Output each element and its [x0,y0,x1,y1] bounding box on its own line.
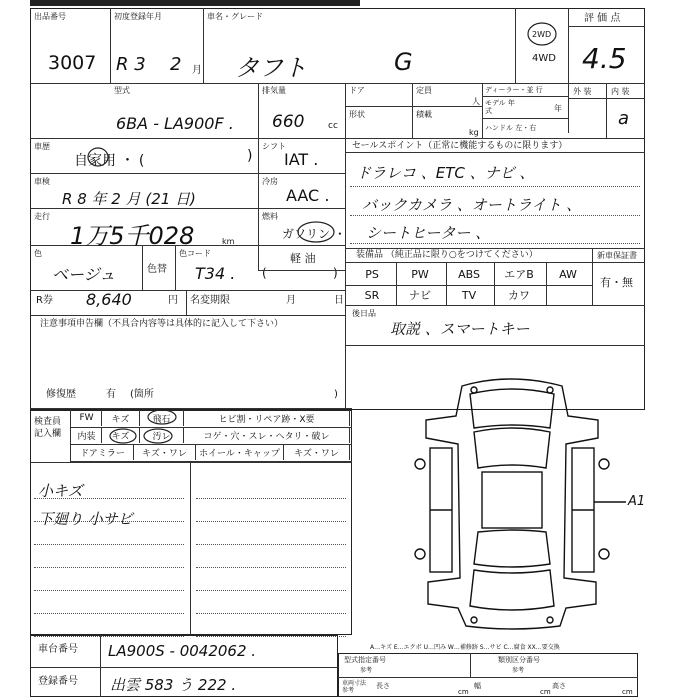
load-unit: kg [469,128,479,137]
sales-point-line-1: ドラレコ 、ETC 、ナビ 、 [356,164,535,182]
equipment-item: PS [365,267,379,281]
chassis-number-value: LA900S - 0042062 . [108,642,257,660]
displacement-label: 排気量 [262,86,286,95]
drive-4wd-label: 4WD [532,53,556,64]
capacity-unit: 人 [472,97,480,106]
displacement-value: 660 [272,112,305,132]
equipment-item: ABS [458,267,480,281]
registration-number-label: 登録番号 [38,676,78,687]
equipment-item: TV [461,288,477,302]
inspection-value: R 8 年 2 月 (21 日) [62,190,196,208]
check-item: ホイール・キャップ [196,444,284,460]
sales-point-line-2: バックカメラ 、オートライト 、 [362,196,582,214]
ac-value: AAC . [286,186,330,205]
note-line-2: 下廻り 小サビ [38,510,133,528]
height-unit: cm [622,688,633,696]
name-change-month-unit: 月 [286,295,296,306]
inspector-label: 検査員 記入欄 [34,417,62,439]
lot-label: 出品番号 [34,12,66,21]
check-item: 汚レ [140,427,184,443]
fuel-gasoline-value: ガソリン ・ [282,227,346,241]
check-item: FW [72,410,102,426]
repair-history-place: (箇所 [130,389,154,400]
warranty-value: 有・無 [600,276,633,289]
door-label: ドア [349,86,365,95]
check-item: キズ・ワレ [134,444,196,460]
check-item: 飛石 [140,410,184,426]
rear-items-label: 後日品 [352,309,376,318]
equipment-item: エアB [504,268,534,281]
exterior-grade-label: 外 装 [573,87,592,96]
color-label: 色 [34,249,42,258]
remarks-label: 注意事項申告欄（不具合内容等は具体的に記入して下さい） [40,319,284,329]
mileage-unit: km [222,237,235,246]
check-item: キズ [102,410,140,426]
height-label: 高さ [552,682,566,690]
diagram-annotation: A1 [628,494,646,509]
first-registration-label: 初度登録年月 [114,12,162,21]
shift-label: シフト [262,142,286,151]
equipment-item: PW [411,267,429,281]
interior-grade-label: 内 装 [611,87,630,96]
equipment-item: SR [364,288,380,302]
inspection-label: 車検 [34,177,50,186]
shift-value: IAT . [284,150,319,169]
interior-grade-value: a [618,108,630,129]
vehicle-history-label: 車歴 [34,142,50,151]
sales-point-line-3: シートヒーター 、 [366,224,491,242]
check-item: コゲ・穴・スレ・ヘタリ・破レ [184,427,350,443]
rear-items-value: 取説 、スマートキー [390,320,530,338]
repair-history-yes: 有 [106,389,116,400]
check-item: キズ [102,427,140,443]
registration-number-value: 出雲 583 う 222 . [110,676,237,694]
lot-number: 3007 [48,52,97,74]
car-grade-value: G [394,48,413,76]
fuel-diesel-label: 軽 油 [290,252,316,265]
first-registration-month-unit: 月 [192,65,202,76]
class-number-label: 類別区分番号 [498,656,540,664]
car-name-label: 車名・グレード [207,12,263,21]
shape-label: 形状 [349,110,365,119]
sales-points-label: セールスポイント（正常に機能するものに限ります） [352,141,568,151]
type-cert-label: 型式指定番号 [344,656,386,664]
vehicle-history-close: ) [247,148,253,164]
length-unit: cm [458,688,469,696]
handle-label: ハンドル 左・右 [485,124,537,132]
fuel-close-paren: ) [333,266,338,280]
fuel-label: 燃料 [262,212,278,221]
fuel-open-paren: ( [262,266,267,280]
displacement-unit: cc [328,121,338,131]
name-change-day-unit: 日 [334,295,344,306]
model-code-label: 型式 [114,86,130,95]
check-item: ヒビ割・リペア跡・X要 [184,410,350,426]
recycle-yen-unit: 円 [168,295,178,306]
mileage-value: 1万5千028 [70,222,195,250]
check-circles [100,406,190,446]
width-label: 幅 [474,682,481,690]
gasoline-circle [296,220,336,244]
check-item: キズ・ワレ [284,444,350,460]
color-change-label: 色替 [147,264,167,275]
vehicle-dims-label: 車両寸法 参考 [342,680,367,694]
first-registration-month: 2 [170,54,182,75]
dealer-label: ディーラー・並 行 [485,86,543,94]
equipment-label: 装備品 （純正品に限り○をつけてください） [356,250,538,260]
recycle-label: R券 [36,295,53,306]
mileage-label: 走行 [34,212,50,221]
color-code-label: 色コード [179,249,211,258]
model-year-unit: 年 [554,104,562,113]
top-header-strip [30,0,360,6]
class-number-ref: 参考 [512,667,525,674]
type-cert-ref: 参考 [360,667,373,674]
vehicle-history-value: 自家用 ・ ( [74,153,145,169]
width-unit: cm [540,688,551,696]
name-change-deadline-label: 名変期限 [190,295,230,306]
car-name-value: タフト [235,54,307,82]
repair-history-close: ) [334,389,338,400]
length-label: 長さ [376,682,390,690]
equipment-item: ナビ [409,289,431,302]
drive-2wd-label: 2WD [532,30,552,39]
model-year-label: モデル 年式 [485,99,515,115]
note-line-1: 小キズ [38,482,83,500]
chassis-number-label: 車台番号 [38,644,78,655]
private-use-circle [86,146,110,168]
score-label: 評 価 点 [584,13,621,24]
model-code-value: 6BA - LA900F . [116,114,234,133]
recycle-value: 8,640 [86,290,132,309]
ac-label: 冷房 [262,177,278,186]
equipment-item: AW [559,267,577,281]
first-registration-era: R 3 [116,54,146,75]
color-code-value: T34 . [195,264,236,283]
check-item: ドアミラー [72,444,134,460]
repair-history-label: 修復歴 [46,389,76,400]
warranty-label: 新車保証書 [597,251,637,260]
damage-legend: A…キズ E…エクボ U…凹み W…補修跡 S…サビ C…腐食 XX…要交換 [370,644,560,651]
load-label: 積載 [416,110,432,119]
equipment-item: カワ [508,289,530,302]
check-item: 内装 [72,427,102,443]
capacity-label: 定員 [416,86,432,95]
color-value: ベージュ [52,265,116,284]
score-value: 4.5 [582,42,627,75]
